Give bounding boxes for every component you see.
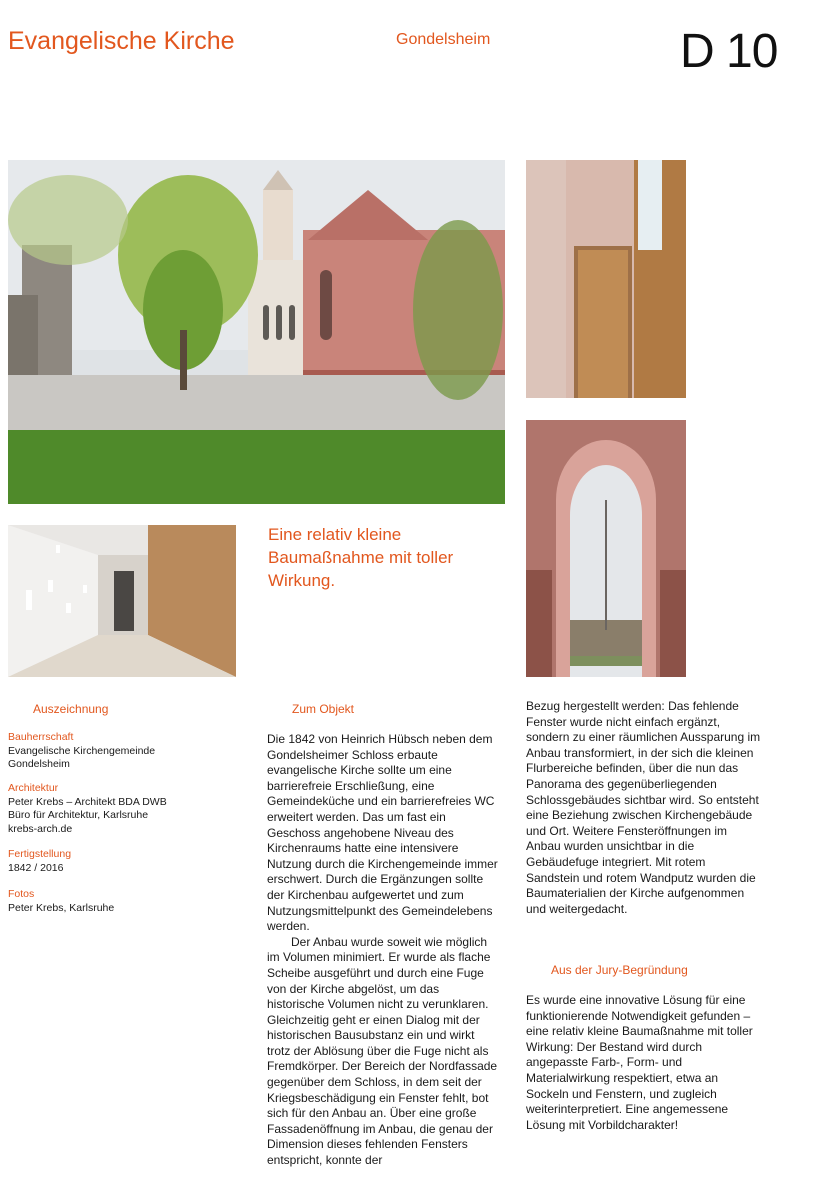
object-heading: Zum Objekt: [292, 702, 355, 716]
photos-credit-block: [8, 888, 238, 915]
architect-website: krebs-arch.de: [8, 822, 73, 835]
church-exterior-photo: [8, 160, 505, 504]
photos-value: Peter Krebs, Karlsruhe: [8, 901, 115, 914]
location-label: Gondelsheim: [396, 31, 491, 48]
award-heading: Auszeichnung: [33, 702, 109, 716]
photos-label: Fotos: [8, 888, 35, 900]
object-paragraph-3: Bezug hergestellt werden: Das fehlende Fenster wurde nicht einfach ergänzt, sondern zu einer räumlichen Aussparung im Anbau transformiert, in der sich die kleinen Flurbereiche befinden, über die nun das Panorama des gegenüberliegenden Schlossgebäudes sichtbar wird. So entsteht eine Beziehung zwischen Kirchengebäude und Ort. Weitere Fensteröffnungen im Anbau wurden unsichtbar in die Gebäudefuge integriert. Mit rotem Sandstein und rotem Wandputz wurden die Baumaterialien der Kirche aufgenommen und weitergedacht.: [526, 699, 761, 916]
completion-block: [8, 848, 238, 875]
object-text-column: [267, 732, 499, 1169]
pull-quote: Eine relativ kleine Baumaßnahme mit toller Wirkung.: [268, 525, 454, 590]
jury-heading: Aus der Jury-Begründung: [551, 963, 688, 977]
client-line: Gondelsheim: [8, 758, 70, 771]
object-paragraph-2: Der Anbau wurde soweit wie möglich im Volumen minimiert. Er wurde als flache Scheibe ausgeführt und durch eine Fuge von der Kirche abgelöst, um das historische Volumen nicht zu verunklaren. Gleichzeitig geht er einen Dialog mit der historischen Bausubstanz ein und wirkt trotz der Ablösung über die Fuge nicht als Fremdkörper. Der Bereich der Nordfassade gegenüber dem Schloss, in dem seit der Kriegsbeschädigung ein Fenster fehlt, bot sich für den Anbau an. Über eine große Fassadenöffnung im Anbau, die genau der Dimension dieses fehlenden Fensters entspricht, konnte der: [267, 934, 498, 1168]
corridor-photo: [8, 525, 236, 677]
architect-line: Peter Krebs – Architekt BDA DWB: [8, 795, 167, 808]
arched-window-photo: [526, 420, 686, 677]
interior-door-photo: [526, 160, 686, 398]
object-paragraph-1: Die 1842 von Heinrich Hübsch neben dem Gondelsheimer Schloss erbaute evangelische Kirche sollte um eine barrierefreie Erschließung, eine Gemeindeküche und ein barrierefreies WC erweitert werden. Das um fast ein Geschoss angehobene Niveau des Kirchenraums hatte eine intensivere Nutzung durch die Kirchengemeinde immer erschwert. Durch die Ergänzungen sollte der Kirchenbau aufgewertet und zum Nutzungsmittelpunkt des Gemeindelebens werden.: [267, 732, 498, 934]
architect-block: [8, 782, 238, 836]
client-block: [8, 731, 238, 772]
completion-label: Fertigstellung: [8, 848, 72, 860]
architect-line: Büro für Architektur, Karlsruhe: [8, 809, 149, 822]
completion-value: 1842 / 2016: [8, 861, 64, 874]
client-label: Bauherrschaft: [8, 731, 74, 743]
entry-code: D 10: [680, 25, 778, 78]
jury-text-column: [526, 993, 762, 1133]
page-title: Evangelische Kirche: [8, 27, 235, 55]
client-line: Evangelische Kirchengemeinde: [8, 744, 156, 757]
architect-label: Architektur: [8, 782, 59, 794]
jury-paragraph: Es wurde eine innovative Lösung für eine funktionierende Notwendigkeit gefunden – eine relativ kleine Baumaßnahme mit toller Wirkung: Der Bestand wird durch angepasste Farb-, Form- und Materialwirkung respektiert, etwa an Sockeln und Fenstern, und zugleich weiterinterpretiert. Eine angemessene Lösung mit Vorbildcharakter!: [526, 993, 753, 1132]
object-text-continued: [526, 699, 762, 917]
